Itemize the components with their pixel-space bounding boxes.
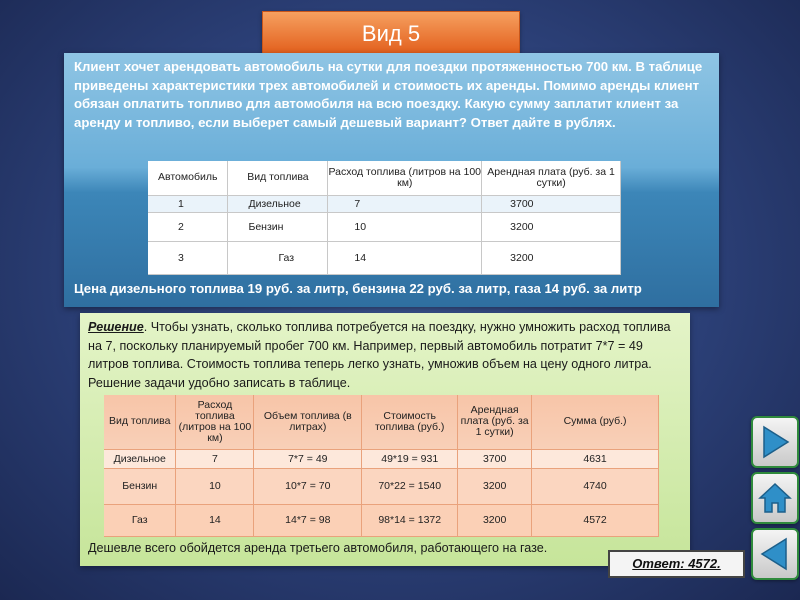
table-cell: 7*7 = 49 (254, 449, 362, 468)
table-cell: 3700 (458, 449, 532, 468)
next-slide-button[interactable] (751, 416, 799, 468)
table-cell: Газ (104, 504, 176, 536)
solution-text (88, 318, 686, 392)
slide-title: Вид 5 (262, 11, 520, 55)
solution-lead: Решение (88, 320, 144, 334)
table-cell: Дизельное (228, 195, 328, 212)
table-cell: 3200 (482, 241, 621, 274)
table-header: Объем топлива (в литрах) (254, 395, 362, 449)
table-cell: 4740 (532, 468, 659, 504)
table-row (104, 504, 659, 536)
table-header: Расход топлива (литров на 100 км) (176, 395, 254, 449)
table-cell: Дизельное (104, 449, 176, 468)
table-cell: 4572 (532, 504, 659, 536)
table-header: Вид топлива (228, 161, 328, 195)
table-cell: 14 (328, 241, 482, 274)
home-button[interactable] (751, 472, 799, 524)
table-row (104, 449, 659, 468)
house-icon (757, 480, 793, 516)
table-cell: 10*7 = 70 (254, 468, 362, 504)
table-row (148, 241, 621, 274)
table-row (148, 212, 621, 241)
table-header: Стоимость топлива (руб.) (362, 395, 458, 449)
table-row (148, 195, 621, 212)
table-cell: 10 (176, 468, 254, 504)
table-cell: 70*22 = 1540 (362, 468, 458, 504)
solution-body: . Чтобы узнать, сколько топлива потребуется на поездку, нужно умножить расход топлива на 7, поскольку планируемый пробег 700 км. Например, первый автомобиль потратит 7*7 = 49 литров топлива. Стоимость топлива теперь легко узнать, умножив объем на цену одного литра. Решение задачи удобно записать в таблице. (88, 320, 671, 390)
table-cell: 4631 (532, 449, 659, 468)
table-header-row (148, 161, 621, 195)
table-cell: 7 (176, 449, 254, 468)
fuel-cost-table (104, 395, 659, 537)
table-cell: 3200 (482, 212, 621, 241)
table-cell: Бензин (104, 468, 176, 504)
table-cell: 49*19 = 931 (362, 449, 458, 468)
table-header: Арендная плата (руб. за 1 сутки) (458, 395, 532, 449)
table-cell: Газ (228, 241, 328, 274)
table-header: Сумма (руб.) (532, 395, 659, 449)
table-cell: 14*7 = 98 (254, 504, 362, 536)
table-row (104, 468, 659, 504)
table-header: Расход топлива (литров на 100 км) (328, 161, 482, 195)
triangle-left-icon (758, 536, 792, 572)
table-cell: Бензин (228, 212, 328, 241)
table-header: Арендная плата (руб. за 1 сутки) (482, 161, 621, 195)
fuel-price-note: Цена дизельного топлива 19 руб. за литр, бензина 22 руб. за литр, газа 14 руб. за литр (74, 281, 642, 296)
car-rental-table (148, 161, 621, 275)
table-header: Автомобиль (148, 161, 228, 195)
table-cell: 1 (148, 195, 228, 212)
solution-conclusion: Дешевле всего обойдется аренда третьего автомобиля, работающего на газе. (88, 541, 548, 555)
problem-statement: Клиент хочет арендовать автомобиль на сутки для поездки протяженностью 700 км. В таблице приведены характеристики трех автомобилей и стоимость их аренды. Помимо аренды клиент обязан оплатить топливо для автомобиля на всю поездку. Какую сумму заплатит клиент за аренду и топливо, если выберет самый дешевый вариант? Ответ дайте в рублях. (74, 59, 703, 130)
answer-label: Ответ: 4572. (608, 550, 745, 578)
table-cell: 14 (176, 504, 254, 536)
previous-slide-button[interactable] (751, 528, 799, 580)
table-cell: 98*14 = 1372 (362, 504, 458, 536)
table-cell: 10 (328, 212, 482, 241)
table-cell: 3700 (482, 195, 621, 212)
table-header-row (104, 395, 659, 449)
table-header: Вид топлива (104, 395, 176, 449)
table-cell: 3 (148, 241, 228, 274)
triangle-right-icon (758, 424, 792, 460)
table-cell: 3200 (458, 504, 532, 536)
table-cell: 3200 (458, 468, 532, 504)
table-cell: 7 (328, 195, 482, 212)
table-cell: 2 (148, 212, 228, 241)
